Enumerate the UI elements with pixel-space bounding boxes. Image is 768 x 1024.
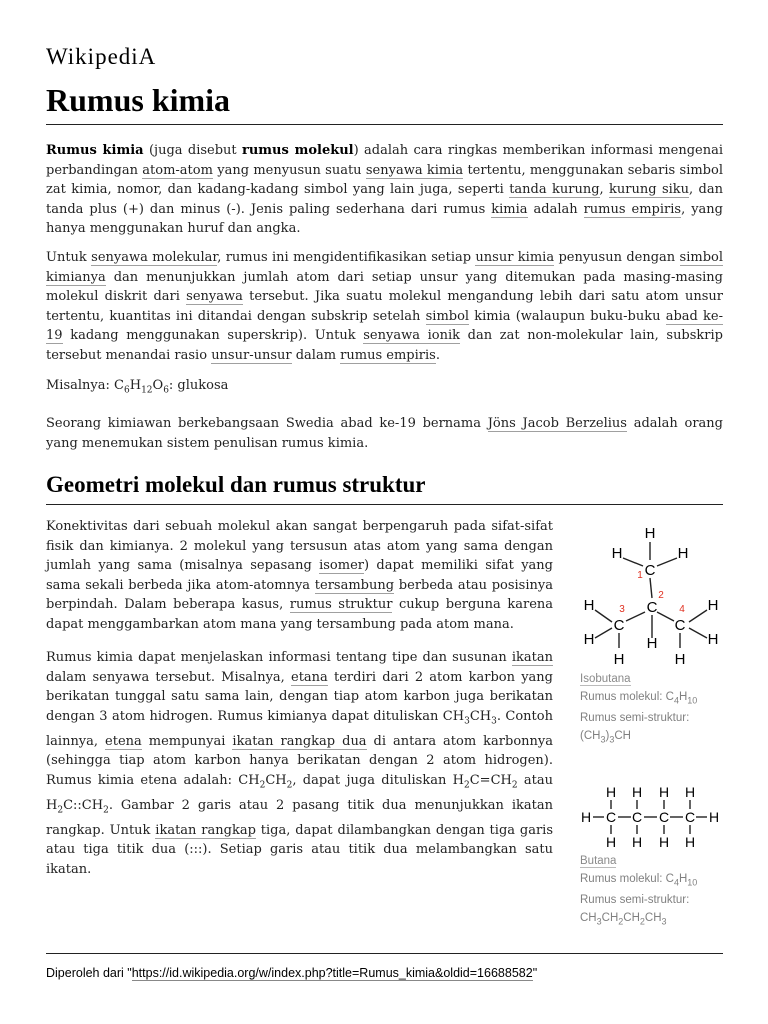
butana-structure[interactable] (580, 780, 730, 852)
subscript: 3 (600, 734, 606, 745)
text: , dapat juga dituliskan H (292, 772, 464, 788)
atom-h: H (707, 597, 719, 614)
intro-paragraph (46, 141, 723, 239)
example-line (46, 376, 723, 401)
atom-h: H (580, 809, 592, 825)
text: Untuk (46, 250, 92, 265)
link-rumus-empiris-2[interactable]: rumus empiris (340, 347, 436, 363)
subscript: 6 (163, 385, 169, 396)
text: (CH (580, 730, 601, 743)
text: adalah orang yang menemukan sistem penulisan rumus kimia. (46, 416, 723, 451)
atom-h: H (674, 651, 686, 668)
subscript: 4 (673, 877, 679, 888)
atom-h: H (708, 809, 720, 825)
page-title: Rumus kimia (46, 82, 231, 118)
link-etana[interactable]: etana (291, 669, 328, 685)
text: ) adalah cara ringkas memberikan informasi mengenai perbandingan (46, 143, 724, 178)
atom-h: H (684, 834, 696, 850)
text: kadang menggunakan superskrip). Untuk (62, 328, 364, 343)
link-senyawa[interactable]: senyawa (186, 289, 243, 304)
subscript: 3 (596, 916, 602, 927)
source-url-link[interactable]: https://id.wikipedia.org/w/index.php?title=Rumus_kimia&oldid=16688582 (131, 966, 533, 980)
link-rumus-empiris[interactable]: rumus empiris (583, 201, 682, 217)
isobutana-structure[interactable] (580, 520, 730, 670)
text: , yang hanya menggunakan huruf dan angka. (46, 201, 723, 236)
link-butana[interactable]: Butana (580, 855, 617, 867)
text: Rumus kimia dapat menjelaskan informasi tentang tipe dan susunan (46, 650, 512, 665)
subscript: 4 (673, 695, 679, 706)
atom-h: H (644, 525, 656, 542)
subscript: 2 (511, 780, 518, 791)
atom-h: H (631, 784, 643, 800)
text: CH (614, 730, 631, 743)
wikipedia-logo[interactable]: WikipediA (46, 44, 157, 69)
subscript: 10 (687, 695, 698, 706)
connectivity-paragraph (46, 517, 553, 634)
text: dalam senyawa tersebut. Misalnya, (46, 669, 292, 685)
text: mempunyai (141, 733, 233, 749)
isobutana-caption (580, 670, 730, 749)
molecular-paragraph (46, 248, 723, 365)
subscript: 2 (618, 916, 624, 927)
subscript: 3 (609, 734, 615, 745)
text: C::CH (63, 797, 104, 813)
atom-h: H (605, 834, 617, 850)
text: H (678, 873, 688, 885)
text: CH (580, 912, 597, 925)
atom-c: C (605, 809, 617, 825)
atom-h: H (631, 834, 643, 850)
link-tanda-kurung[interactable]: tanda kurung (509, 182, 600, 197)
link-simbol[interactable]: simbol (425, 308, 470, 324)
link-isobutana[interactable]: Isobutana (580, 673, 631, 685)
carbon-number: 3 (619, 604, 625, 615)
text: H (678, 691, 688, 703)
atom-h: H (613, 651, 625, 668)
subscript: 3 (464, 716, 470, 727)
text: CH (601, 912, 619, 925)
subscript: 2 (103, 805, 109, 816)
atom-c: C (646, 599, 658, 616)
text: adalah (527, 201, 584, 217)
atom-c: C (684, 809, 696, 825)
text: kimia (walaupun buku-buku (469, 308, 666, 324)
link-ikatan-rangkap[interactable]: ikatan rangkap (155, 822, 256, 838)
text: Konektivitas dari sebuah molekul akan sangat berpengaruh pada sifat-sifat fisik dan kimianya. 2 molekul yang tersusun atas atom yang sama dengan jumlah yang sama (misalnya sepasang (46, 519, 553, 573)
atom-c: C (613, 617, 625, 634)
text: dan menunjukkan jumlah atom dari setiap unsur yang ditemukan pada masing-masing molekul diskrit dari (46, 269, 723, 304)
link-unsur-kimia[interactable]: unsur kimia (475, 250, 555, 265)
text: tertentu, menggunakan sebaris simbol zat kimia, nomor, dan kadang-kadang simbol yang lain juga, seperti (46, 162, 723, 197)
atom-h: H (658, 784, 670, 800)
atom-h: H (611, 545, 623, 562)
text: : glukosa (168, 378, 229, 393)
subscript: 2 (259, 780, 266, 791)
subscript: 3 (491, 716, 497, 727)
text: penyusun dengan (554, 250, 680, 265)
text: terdiri dari 2 atom karbon yang berikatan tunggal satu sama lain, dengan tiap atom karbon juga berikatan dengan 3 atom hidrogen. Rumus kimianya dapat dituliskan CH (46, 669, 553, 724)
text: berbeda atau posisinya berpindah. Dalam beberapa kasus, (46, 577, 553, 612)
text: yang menyusun suatu (212, 162, 366, 178)
text: (juga disebut (143, 143, 242, 158)
berzelius-paragraph (46, 414, 723, 453)
subscript: 3 (661, 916, 667, 927)
term-rumus-molekul: rumus molekul (242, 143, 354, 158)
text: . Gambar 2 garis atau 2 pasang titik dua menunjukkan ikatan rangkap. Untuk (46, 797, 553, 838)
link-kimia[interactable]: kimia (491, 201, 528, 217)
link-kurung-siku[interactable]: kurung siku (609, 182, 690, 197)
atom-h: H (684, 784, 696, 800)
bond-paragraph (46, 648, 553, 879)
link-ikatan[interactable]: ikatan (511, 650, 553, 665)
link-tersambung[interactable]: tersambung (314, 577, 395, 593)
atom-h: H (707, 631, 719, 648)
text: dan zat non-molekular lain, subskrip tersebut menandai rasio (46, 328, 723, 363)
text: Rumus semi-struktur: (580, 894, 690, 907)
text: Seorang kimiawan berkebangsaan Swedia abad ke-19 bernama (46, 416, 488, 431)
link-simbol-kimianya[interactable]: simbol kimianya (46, 250, 724, 285)
text: Rumus semi-struktur: (580, 712, 690, 725)
text: C=CH (469, 772, 512, 788)
text: Rumus molekul: C (580, 691, 674, 703)
link-atom-atom[interactable]: atom-atom (142, 162, 213, 178)
text: ) (605, 730, 610, 743)
atom-h: H (583, 631, 595, 648)
text: , (599, 182, 610, 197)
text: , dan tanda plus (+) dan minus (-). Jenis paling sederhana dari rumus (46, 182, 724, 217)
link-senyawa-kimia[interactable]: senyawa kimia (365, 162, 464, 178)
atom-c: C (674, 617, 686, 634)
text: Diperoleh dari " (46, 966, 132, 980)
carbon-number: 4 (679, 604, 685, 615)
link-unsur-unsur[interactable]: unsur-unsur (211, 347, 292, 363)
text: tersebut. Jika suatu molekul mengandung lebih dari satu atom unsur tertentu, kuantitas ini ditandai dengan subskrip setelah (46, 289, 723, 324)
text: O (152, 378, 164, 393)
subscript: 2 (464, 780, 470, 791)
text: H (129, 378, 142, 393)
atom-h: H (677, 545, 689, 562)
isobutana-figure (580, 520, 730, 749)
atom-c: C (644, 562, 656, 579)
link-berzelius[interactable]: Jöns Jacob Berzelius (487, 416, 627, 431)
title-divider (46, 124, 723, 125)
section-divider (46, 504, 723, 505)
text: tiga, dapat dilambangkan dengan tiga garis atau tiga titik dua (:::). Setiap garis atau titik dua melambangkan satu ikatan. (46, 822, 554, 877)
subscript: 6 (123, 385, 130, 396)
text: dalam (291, 347, 341, 363)
link-ikatan-rangkap-dua[interactable]: ikatan rangkap dua (232, 733, 367, 749)
atom-h: H (646, 635, 658, 652)
carbon-number: 1 (637, 570, 643, 581)
atom-h: H (583, 597, 595, 614)
text: Rumus molekul: C (580, 873, 674, 885)
carbon-number: 2 (658, 590, 664, 601)
text: CH (644, 912, 662, 925)
atom-c: C (631, 809, 643, 825)
text: CH (469, 708, 492, 724)
text: ) dapat memiliki sifat yang sama sekali berbeda jika atom-atomnya (46, 558, 553, 593)
subscript: 2 (286, 780, 293, 791)
butana-figure (580, 780, 730, 931)
link-senyawa-ionik[interactable]: senyawa ionik (363, 328, 460, 343)
link-senyawa-molekular[interactable]: senyawa molekular (91, 250, 218, 265)
text: " (532, 966, 538, 980)
footer-divider (46, 953, 723, 954)
butana-caption (580, 852, 730, 931)
text: Misalnya: C (46, 378, 124, 393)
text: . Contoh lainnya, (46, 708, 553, 749)
section-heading: Geometri molekul dan rumus struktur (46, 472, 426, 497)
text: . (435, 347, 440, 363)
subscript: 2 (639, 916, 645, 927)
subscript: 10 (687, 877, 698, 888)
link-abad-ke-19[interactable]: abad ke-19 (46, 308, 723, 343)
subscript: 12 (141, 385, 153, 396)
text: CH (623, 912, 640, 925)
link-rumus-struktur[interactable]: rumus struktur (289, 597, 393, 612)
atom-c: C (658, 809, 670, 825)
text: cukup berguna karena dapat menggambarkan atom mana yang tersambung pada atom mana. (46, 597, 554, 632)
link-etena[interactable]: etena (105, 733, 142, 749)
atom-h: H (658, 834, 670, 850)
term-rumus-kimia: Rumus kimia (46, 143, 144, 158)
link-isomer[interactable]: isomer (319, 558, 364, 573)
retrieved-from-footer (46, 966, 537, 980)
subscript: 2 (57, 805, 64, 816)
text: CH (265, 772, 287, 788)
text: , rumus ini mengidentifikasikan setiap (217, 250, 476, 265)
text: atau H (46, 772, 554, 813)
atom-h: H (605, 784, 617, 800)
text: di antara atom karbonnya (sehingga tiap atom karbon hanya berikatan dengan 2 atom hidrogen). Rumus kimia etena adalah: CH (46, 733, 554, 788)
